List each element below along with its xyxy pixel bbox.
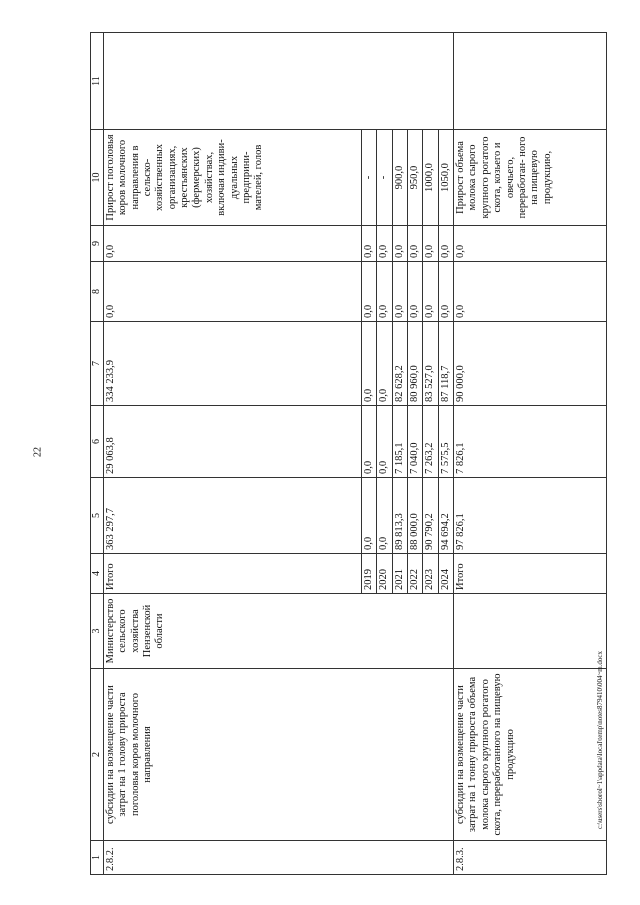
value-cell: 0,0 <box>392 262 407 322</box>
rotated-table-area <box>90 33 615 875</box>
col-header: 4 <box>91 554 104 594</box>
value-cell: 0,0 <box>377 322 392 406</box>
value-cell: 0,0 <box>438 262 453 322</box>
value-cell: 0,0 <box>407 262 422 322</box>
value-cell: 0,0 <box>103 226 361 262</box>
col-header: 9 <box>91 226 104 262</box>
row-2-8-2-total <box>103 33 361 875</box>
value-cell: 0,0 <box>423 226 438 262</box>
item-number: 2.8.3. <box>454 841 607 875</box>
indicator-value: 900,0 <box>392 130 407 226</box>
subsidy-table <box>90 32 607 875</box>
value-cell: 0,0 <box>454 226 607 262</box>
year-cell: 2019 <box>361 554 376 594</box>
empty-cell <box>454 33 607 130</box>
year-cell: 2020 <box>377 554 392 594</box>
executor: Министерство сельского хозяйства Пензенской области <box>103 594 453 669</box>
value-cell: 0,0 <box>377 226 392 262</box>
value-cell: 94 694,2 <box>438 478 453 554</box>
executor <box>454 594 607 669</box>
row-2-8-3-total <box>454 33 607 875</box>
file-path-footer: c:\users\sborol~1\appdata\local\temp\notes879410\004~m.docx <box>596 650 604 830</box>
col-header: 2 <box>91 669 104 841</box>
value-cell: 87 118,7 <box>438 322 453 406</box>
value-cell: 0,0 <box>407 226 422 262</box>
value-cell: 82 628,2 <box>392 322 407 406</box>
col-header: 7 <box>91 322 104 406</box>
year-cell: Итого <box>454 554 607 594</box>
value-cell: 0,0 <box>392 226 407 262</box>
column-number-row <box>91 33 104 875</box>
col-header: 5 <box>91 478 104 554</box>
year-cell: 2024 <box>438 554 453 594</box>
value-cell: 0,0 <box>361 226 376 262</box>
col-header: 1 <box>91 841 104 875</box>
indicator-value: 950,0 <box>407 130 422 226</box>
year-cell: 2023 <box>423 554 438 594</box>
empty-cell <box>103 33 453 130</box>
value-cell: 0,0 <box>377 262 392 322</box>
value-cell: 0,0 <box>377 478 392 554</box>
value-cell: 88 000,0 <box>407 478 422 554</box>
value-cell: 7 263,2 <box>423 406 438 478</box>
value-cell: 7 040,0 <box>407 406 422 478</box>
value-cell: 97 826,1 <box>454 478 607 554</box>
col-header: 3 <box>91 594 104 669</box>
indicator-value: - <box>361 130 376 226</box>
value-cell: 89 813,3 <box>392 478 407 554</box>
col-header: 6 <box>91 406 104 478</box>
value-cell: 334 233,9 <box>103 322 361 406</box>
item-name: субсидии на возмещение части затрат на 1 тонну прироста объема молока сырого крупного рогатого скота, переработанного на пищевую продукцию <box>454 669 607 841</box>
value-cell: 90 000,0 <box>454 322 607 406</box>
value-cell: 7 575,5 <box>438 406 453 478</box>
year-cell: Итого <box>103 554 361 594</box>
value-cell: 0,0 <box>423 262 438 322</box>
col-header: 10 <box>91 130 104 226</box>
value-cell: 0,0 <box>377 406 392 478</box>
value-cell: 0,0 <box>361 478 376 554</box>
page-number: 22 <box>32 447 44 457</box>
value-cell: 7 826,1 <box>454 406 607 478</box>
value-cell: 0,0 <box>361 406 376 478</box>
value-cell: 83 527,0 <box>423 322 438 406</box>
col-header: 11 <box>91 33 104 130</box>
value-cell: 29 063,8 <box>103 406 361 478</box>
value-cell: 363 297,7 <box>103 478 361 554</box>
value-cell: 0,0 <box>454 262 607 322</box>
indicator-value: 1000,0 <box>423 130 438 226</box>
value-cell: 0,0 <box>361 262 376 322</box>
item-number: 2.8.2. <box>103 841 453 875</box>
value-cell: 90 790,2 <box>423 478 438 554</box>
indicator-value: 1050,0 <box>438 130 453 226</box>
value-cell: 80 960,0 <box>407 322 422 406</box>
indicator-text: Прирост объема молока сырого крупного рогатого скота, козьего и овечьего, переработан- ного на пищевую продукцию, <box>454 130 607 226</box>
indicator-value: - <box>377 130 392 226</box>
col-header: 8 <box>91 262 104 322</box>
value-cell: 0,0 <box>103 262 361 322</box>
year-cell: 2022 <box>407 554 422 594</box>
value-cell: 7 185,1 <box>392 406 407 478</box>
year-cell: 2021 <box>392 554 407 594</box>
value-cell: 0,0 <box>438 226 453 262</box>
item-name: субсидии на возмещение части затрат на 1 голову прироста поголовья коров молочного направления <box>103 669 453 841</box>
value-cell: 0,0 <box>361 322 376 406</box>
indicator-text: Прирост поголовья коров молочного направления в сельско- хозяйственных организациях, крестьянских (фермерских) хозяйствах, включая индиви- дуальных предприни- мателей, голов <box>103 130 361 226</box>
